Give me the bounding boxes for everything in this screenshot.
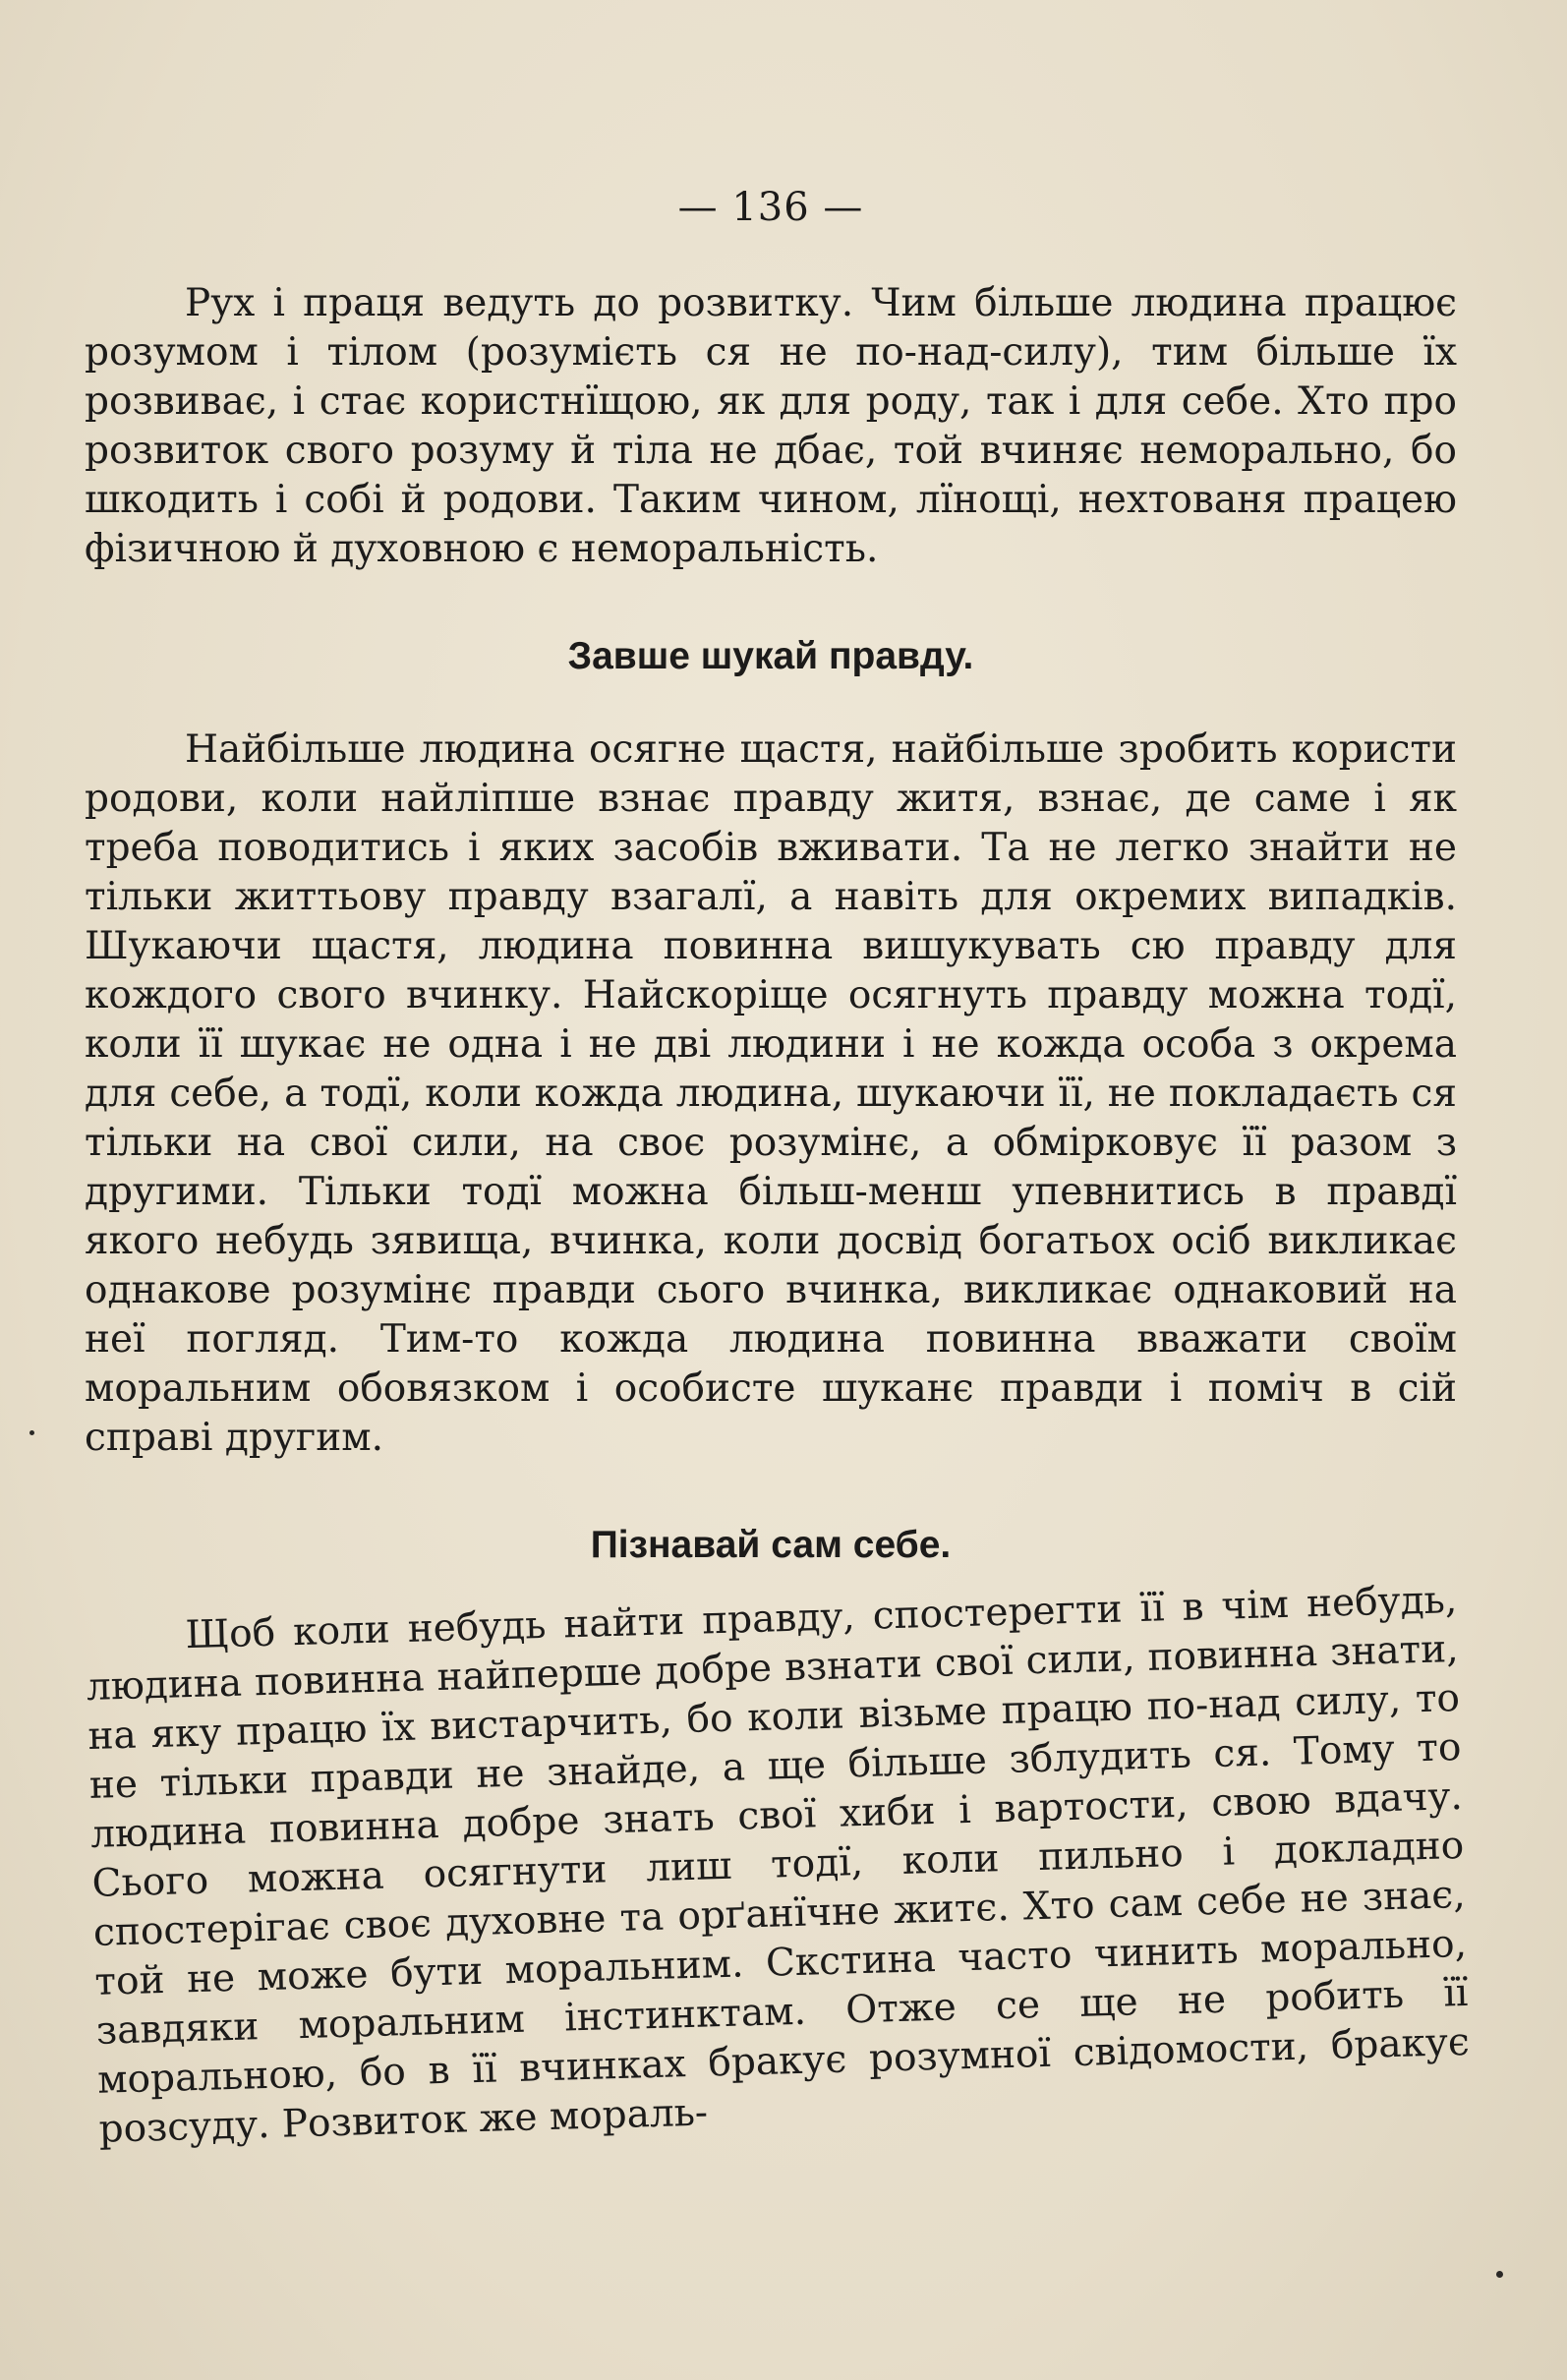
heading-know-thyself: Пізнавай сам себе. xyxy=(590,1524,952,1566)
ink-speck-mark xyxy=(1496,2271,1503,2278)
paragraph-know-thyself: Щоб коли небудь найти правду, спостерегти її в чім небудь, людина повинна найперше добре взнати свої сили, повинна знати, на яку працю їх вистарчить, бо коли візьме працю по-над силу, то не тільки правди не знайде, а ще більше зблудить ся. Тому то людина повинна добре знать свої хиби і вартости, свою вдачу. Сього можна осягнути лиш тодї, коли пильно і докладно спостерігає своє духовне та орґанїчне житє. Хто сам себе не знає, той не може бути моральним. Скстина часто чинить морально, завдяки моральним інстинктам. Отже се ще не робить її моральною, бо в її вчинках бракує розумної свідомости, бракує розсуду. Розвиток же мораль- xyxy=(86,1578,1471,2152)
paragraph-development: Рух і праця ведуть до розвитку. Чим більше людина працює розумом і тілом (розумієть ся не по-над-силу), тим більше їх розвиває, і стає користнїщою, як для роду, так і для себе. Хто про розвиток свого розуму й тіла не дбає, той вчиняє неморально, бо шкодить і собі й родови. Таким чином, лїнощі, нехтованя працею фізичною й духовною є неморальність. xyxy=(85,281,1457,571)
page-number: — 136 — xyxy=(677,185,864,230)
ink-speck-mark xyxy=(29,1430,34,1435)
paragraph-seek-truth: Найбільше людина осягне щастя, найбільше зробить користи родови, коли найліпше взнає правду житя, взнає, де саме і як треба поводитись і яких засобів вживати. Та не легко знайти не тільки життьову правду взагалї, а навіть для окремих випадків. Шукаючи щастя, людина повинна вишукувать сю правду для кождого свого вчинку. Найскоріще осягнуть правду можна тодї, коли її шукає не одна і не дві людини і не кожда особа з окрема для себе, а тодї, коли кожда людина, шукаючи її, не покладаєть ся тільки на свої сили, на своє розумінє, а обмірковує її разом з другими. Тільки тодї можна більш-менш упевнитись в правдї якого небудь зявища, вчинка, коли досвід богатьох осіб викликає однакове розумінє правди сього вчинка, викликає однаковий на неї погляд. Тим-то кожда людина повинна вважати своїм моральним обовязком і особисте шуканє правди і поміч в сій справі другим. xyxy=(85,727,1457,1460)
heading-seek-truth: Завше шукай правду. xyxy=(567,635,974,677)
